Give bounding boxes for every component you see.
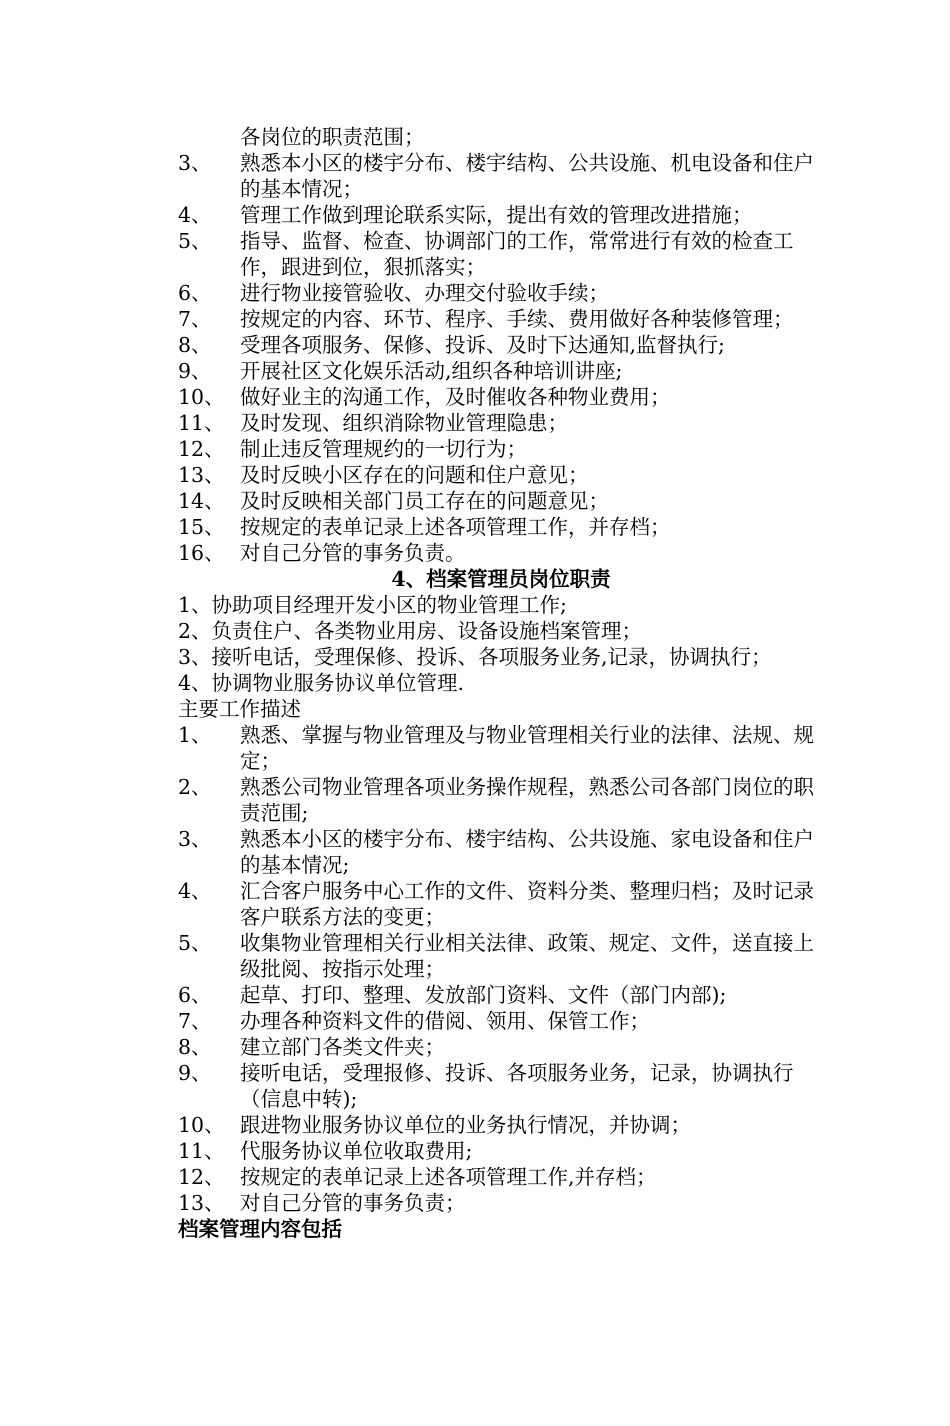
list-item xyxy=(178,410,818,436)
list-item xyxy=(178,358,818,384)
item-text: 代服务协议单位收取费用; xyxy=(240,1139,473,1163)
item-text: 接听电话，受理报修、投诉、各项服务业务，记录，协调执行（信息中转); xyxy=(240,1061,794,1111)
list-item xyxy=(178,1112,818,1138)
item-number: 12、 xyxy=(178,1165,225,1189)
item-number: 13、 xyxy=(178,463,225,487)
item-text: 熟悉公司物业管理各项业务操作规程，熟悉公司各部门岗位的职责范围; xyxy=(240,775,814,825)
item-number: 13、 xyxy=(178,1191,225,1215)
list-item xyxy=(178,1138,818,1164)
item-number: 3、 xyxy=(178,151,212,175)
list-item xyxy=(178,774,818,826)
list-item xyxy=(178,982,818,1008)
duties-list xyxy=(178,592,818,696)
item-number: 12、 xyxy=(178,437,225,461)
item-number: 7、 xyxy=(178,1009,212,1033)
archive-content-title: 档案管理内容包括 xyxy=(178,1217,342,1241)
item-text: 对自己分管的事务负责。 xyxy=(240,541,466,565)
item-number: 5、 xyxy=(178,229,212,253)
item-text: 收集物业管理相关行业相关法律、政策、规定、文件，送直接上级批阅、按指示处理； xyxy=(240,931,814,981)
item-text: 及时发现、组织消除物业管理隐患； xyxy=(240,411,568,435)
item-number: 10、 xyxy=(178,385,225,409)
item-text: 受理各项服务、保修、投诉、及时下达通知,监督执行; xyxy=(240,333,725,357)
item-text: 汇合客户服务中心工作的文件、资料分类、整理归档；及时记录客户联系方法的变更； xyxy=(240,879,814,929)
item-text: 开展社区文化娱乐活动,组织各种培训讲座; xyxy=(240,359,623,383)
work-description-title: 主要工作描述 xyxy=(178,697,301,721)
list-item xyxy=(178,826,818,878)
list-item xyxy=(178,228,818,280)
item-number: 9、 xyxy=(178,1061,212,1085)
item-text: 管理工作做到理论联系实际，提出有效的管理改进措施； xyxy=(240,203,753,227)
item-number: 2、 xyxy=(178,775,212,799)
item-text: 按规定的表单记录上述各项管理工作，并存档； xyxy=(240,515,671,539)
item-number: 14、 xyxy=(178,489,225,513)
list-item xyxy=(178,930,818,982)
list-item xyxy=(178,202,818,228)
item-text: 办理各种资料文件的借阅、领用、保管工作； xyxy=(240,1009,650,1033)
list-item xyxy=(178,1190,818,1216)
list-item xyxy=(178,462,818,488)
item-text: 进行物业接管验收、办理交付验收手续； xyxy=(240,281,609,305)
document-page xyxy=(178,124,818,1242)
item-number: 4、 xyxy=(178,879,212,903)
list-item xyxy=(178,1164,818,1190)
item-text: 熟悉本小区的楼宇分布、楼宇结构、公共设施、机电设备和住户的基本情况； xyxy=(240,151,814,201)
list-item xyxy=(178,1034,818,1060)
item-number: 8、 xyxy=(178,1035,212,1059)
list-item xyxy=(178,280,818,306)
item-text: 及时反映小区存在的问题和住户意见； xyxy=(240,463,589,487)
work-description-list xyxy=(178,722,818,1216)
item-number: 11、 xyxy=(178,1139,225,1163)
item-text: 起草、打印、整理、发放部门资料、文件（部门内部); xyxy=(240,983,727,1007)
item-text: 熟悉本小区的楼宇分布、楼宇结构、公共设施、家电设备和住户的基本情况; xyxy=(240,827,814,877)
item-text: 熟悉、掌握与物业管理及与物业管理相关行业的法律、法规、规定； xyxy=(240,723,814,773)
item-text: 按规定的表单记录上述各项管理工作,并存档； xyxy=(240,1165,657,1189)
list-continuation: 各岗位的职责范围； xyxy=(240,125,425,149)
list-item xyxy=(178,514,818,540)
list-item xyxy=(178,878,818,930)
item-text: 及时反映相关部门员工存在的问题意见； xyxy=(240,489,609,513)
item-number: 16、 xyxy=(178,541,225,565)
duty-item: 2、负责住户、各类物业用房、设备设施档案管理； xyxy=(178,619,643,643)
section-heading: 4、档案管理员岗位职责 xyxy=(391,567,611,591)
item-number: 3、 xyxy=(178,827,212,851)
item-text: 做好业主的沟通工作，及时催收各种物业费用； xyxy=(240,385,671,409)
list-item xyxy=(178,150,818,202)
item-number: 15、 xyxy=(178,515,225,539)
item-text: 指导、监督、检查、协调部门的工作，常常进行有效的检查工作，跟进到位，狠抓落实； xyxy=(240,229,794,279)
item-text: 建立部门各类文件夹； xyxy=(240,1035,445,1059)
list-item xyxy=(178,306,818,332)
duty-item: 4、协调物业服务协议单位管理. xyxy=(178,671,465,695)
responsibility-list xyxy=(178,150,818,566)
list-item xyxy=(178,488,818,514)
item-number: 9、 xyxy=(178,359,212,383)
item-text: 按规定的内容、环节、程序、手续、费用做好各种装修管理； xyxy=(240,307,794,331)
item-number: 4、 xyxy=(178,203,212,227)
list-item xyxy=(178,436,818,462)
duty-item: 3、接听电话，受理保修、投诉、各项服务业务,记录，协调执行； xyxy=(178,645,772,669)
item-number: 11、 xyxy=(178,411,225,435)
list-item xyxy=(178,332,818,358)
item-number: 6、 xyxy=(178,281,212,305)
item-number: 8、 xyxy=(178,333,212,357)
list-item xyxy=(178,540,818,566)
item-text: 跟进物业服务协议单位的业务执行情况，并协调； xyxy=(240,1113,691,1137)
list-item xyxy=(178,722,818,774)
item-number: 10、 xyxy=(178,1113,225,1137)
list-item xyxy=(178,1060,818,1112)
item-number: 7、 xyxy=(178,307,212,331)
list-item xyxy=(178,384,818,410)
item-number: 1、 xyxy=(178,723,212,747)
duty-item: 1、协助项目经理开发小区的物业管理工作; xyxy=(178,593,567,617)
item-text: 制止违反管理规约的一切行为； xyxy=(240,437,527,461)
item-number: 6、 xyxy=(178,983,212,1007)
item-number: 5、 xyxy=(178,931,212,955)
list-item xyxy=(178,1008,818,1034)
item-text: 对自己分管的事务负责； xyxy=(240,1191,466,1215)
